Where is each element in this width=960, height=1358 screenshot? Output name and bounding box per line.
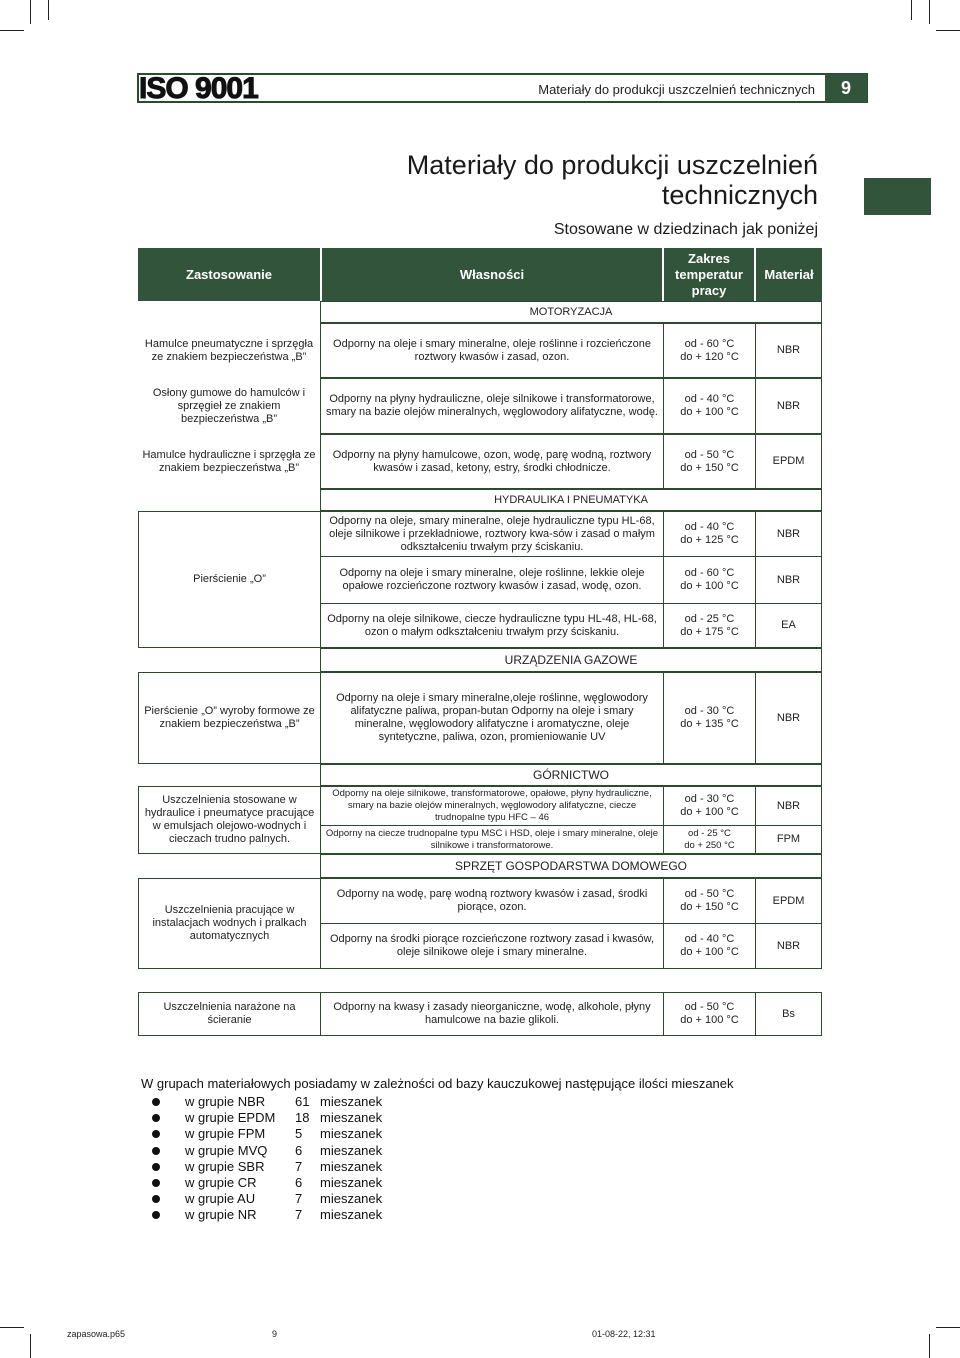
group-name: w grupie NBR xyxy=(185,1094,266,1109)
table-cell-temperature xyxy=(663,992,756,1036)
crop-mark xyxy=(0,1327,24,1328)
crop-mark xyxy=(0,30,24,31)
table-cell-material: NBR xyxy=(755,672,822,764)
table-cell-application: Uszczelnienia narażone na ścieranie xyxy=(138,992,321,1036)
temp-from: od - 25 °C xyxy=(688,827,731,839)
temp-from: od - 50 °C xyxy=(684,888,735,900)
table-cell-material: FPM xyxy=(755,825,822,854)
group-count: 6 xyxy=(295,1174,303,1190)
group-count: 5 xyxy=(295,1126,303,1142)
table-cell-material: EPDM xyxy=(755,434,822,489)
section-domowe: SPRZĘT GOSPODARSTWA DOMOWEGO xyxy=(320,854,822,878)
temp-to: do + 175 °C xyxy=(680,625,739,638)
group-name: w grupie CR xyxy=(185,1174,257,1190)
table-cell-material: NBR xyxy=(755,378,822,434)
table-cell-application: Pierścienie „O” xyxy=(138,511,321,648)
temp-to: do + 125 °C xyxy=(680,534,739,546)
group-unit: mieszanek xyxy=(320,1158,383,1174)
bullet-icon xyxy=(152,1163,160,1171)
temp-to: do + 100 °C xyxy=(680,580,739,592)
temp-to: do + 120 °C xyxy=(680,350,739,363)
table-cell-material: EA xyxy=(755,603,822,648)
temp-from: od - 40 °C xyxy=(684,393,735,405)
page-title-line1: Materiały do produkcji uszczelnień xyxy=(406,150,818,180)
table-cell-temperature xyxy=(663,556,756,604)
table-cell-material: Bs xyxy=(755,992,822,1036)
temp-to: do + 150 °C xyxy=(680,461,739,474)
group-name: w grupie SBR xyxy=(185,1158,265,1174)
column-header-zakres: Zakres temperatur pracy xyxy=(664,248,754,301)
crop-mark xyxy=(30,1334,31,1358)
table-cell-material: NBR xyxy=(755,556,822,604)
footer-filename: zapasowa.p65 xyxy=(67,1329,126,1339)
group-unit: mieszanek xyxy=(320,1191,383,1207)
section-gornictwo: GÓRNICTWO xyxy=(320,764,822,786)
group-count: 18 xyxy=(295,1110,310,1126)
group-count: 7 xyxy=(295,1191,303,1207)
table-cell-material: NBR xyxy=(755,323,822,378)
temp-from: od - 50 °C xyxy=(684,448,735,461)
page-number-badge: 9 xyxy=(825,74,867,102)
table-cell-properties: Odporny na wodę, parę wodną roztwory kwasów i zasad, środki piorące, ozon. xyxy=(320,878,664,924)
temp-to: do + 100 °C xyxy=(680,1014,739,1026)
section-hydraulika: HYDRAULIKA I PNEUMATYKA xyxy=(320,489,822,511)
crop-mark xyxy=(936,30,960,31)
table-cell-properties: Odporny na płyny hydrauliczne, oleje silnikowe i transformatorowe, smary na bazie olejów mineralnych, węglowodory alifatyczne, wodę. xyxy=(320,378,664,434)
table-cell-material: NBR xyxy=(755,511,822,557)
temp-from: od - 40 °C xyxy=(684,521,735,533)
temp-from: od - 50 °C xyxy=(684,1001,735,1013)
group-unit: mieszanek xyxy=(320,1207,383,1223)
group-count: 7 xyxy=(295,1158,303,1174)
iso-logo: ISO 9001 xyxy=(139,72,258,105)
table-cell-material: NBR xyxy=(755,786,822,826)
footer-datetime: 01-08-22, 12:31 xyxy=(592,1329,656,1339)
summary-text: W grupach materiałowych posiadamy w zależności od bazy kauczukowej następujące ilości mieszanek xyxy=(141,1076,734,1091)
page-title xyxy=(250,150,818,210)
table-cell-temperature xyxy=(663,878,756,924)
group-name: w grupie FPM xyxy=(185,1126,266,1142)
temp-from: od - 30 °C xyxy=(684,705,735,717)
table-cell-material: EPDM xyxy=(755,878,822,924)
header-title: Materiały do produkcji uszczelnień technicznych xyxy=(538,82,815,97)
table-cell-application: Uszczelnienia stosowane w hydraulice i pneumatyce pracujące w emulsjach olejowo-wodnych i cieczach trudno palnych. xyxy=(138,786,321,854)
table-cell-temperature xyxy=(663,672,756,764)
group-count: 61 xyxy=(295,1094,310,1109)
temp-to: do + 100 °C xyxy=(680,946,739,958)
column-header-wlasnosci: Własności xyxy=(322,248,662,301)
bullet-icon xyxy=(152,1114,160,1122)
footer-page: 9 xyxy=(272,1329,278,1339)
bullet-icon xyxy=(152,1195,160,1203)
group-count: 6 xyxy=(295,1142,303,1158)
table-cell-application: Uszczelnienia pracujące w instalacjach wodnych i pralkach automatycznych xyxy=(138,878,321,969)
group-name: w grupie AU xyxy=(185,1191,256,1207)
temp-to: do + 100 °C xyxy=(680,406,739,418)
table-cell-application: Hamulce hydrauliczne i sprzęgła ze znakiem bezpieczeństwa „B” xyxy=(142,448,316,474)
bullet-icon xyxy=(152,1179,160,1187)
temp-from: od - 60 °C xyxy=(684,337,735,350)
column-header-material: Materiał xyxy=(756,248,822,301)
bullet-icon xyxy=(152,1130,160,1138)
crop-mark xyxy=(929,1334,930,1358)
table-cell-properties: Odporny na płyny hamulcowe, ozon, wodę, parę wodną, roztwory kwasów i zasad, ketony, estry, środki chłodnicze. xyxy=(320,434,664,489)
table-cell-temperature xyxy=(663,923,756,969)
page-title-line2: technicznych xyxy=(661,180,818,210)
group-unit: mieszanek xyxy=(320,1094,383,1109)
table-cell-application: Osłony gumowe do hamulców i sprzęgieł ze znakiem bezpieczeństwa „B” xyxy=(152,386,306,425)
page-subtitle: Stosowane w dziedzinach jak poniżej xyxy=(553,221,818,238)
bullet-icon xyxy=(152,1147,160,1155)
temp-to: do + 135 °C xyxy=(680,718,739,730)
table-cell-temperature xyxy=(663,323,756,378)
side-tab-marker xyxy=(864,178,931,215)
crop-mark xyxy=(929,0,930,24)
group-name: w grupie NR xyxy=(185,1207,257,1223)
crop-mark xyxy=(48,0,49,20)
crop-mark xyxy=(30,0,31,24)
table-cell-temperature xyxy=(663,511,756,557)
group-name: w grupie MVQ xyxy=(185,1142,268,1158)
temp-from: od - 40 °C xyxy=(684,933,735,945)
crop-mark xyxy=(911,0,912,20)
table-cell-properties: Odporny na oleje i smary mineralne, oleje roślinne i rozcieńczone roztwory kwasów i zasad, ozon. xyxy=(320,323,664,378)
table-cell-properties: Odporny na oleje, smary mineralne, oleje hydrauliczne typu HL-68, oleje silnikowe i przekładniowe, roztwory kwa-sów i zasad o małym odkształceniu trwałym przy ściskaniu. xyxy=(320,511,664,557)
temp-from: od - 25 °C xyxy=(684,612,735,625)
temp-to: do + 150 °C xyxy=(680,901,739,913)
bullet-icon xyxy=(152,1098,160,1106)
table-cell-temperature xyxy=(663,378,756,434)
table-cell-temperature xyxy=(663,786,756,826)
section-gazowe: URZĄDZENIA GAZOWE xyxy=(320,648,822,672)
temp-from: od - 30 °C xyxy=(684,793,735,805)
table-cell-properties: Odporny na oleje i smary mineralne,oleje roślinne, węglowodory alifatyczne paliwa, propan-butan Odporny na oleje i smary mineralne, węglowodory alifatyczne i aromatyczne, oleje syntetyczne, paliwa, ozon, promieniowanie UV xyxy=(320,672,664,764)
table-cell-application: Pierścienie „O” wyroby formowe ze znakiem bezpieczeństwa „B” xyxy=(138,672,321,764)
bullet-icon xyxy=(152,1211,160,1219)
group-count: 7 xyxy=(295,1207,303,1223)
group-unit: mieszanek xyxy=(320,1174,383,1190)
column-header-zastosowanie: Zastosowanie xyxy=(138,248,320,301)
table-cell-application: Hamulce pneumatyczne i sprzęgła ze znakiem bezpieczeństwa „B” xyxy=(144,337,314,363)
table-cell-temperature xyxy=(663,603,756,648)
section-motoryzacja: MOTORYZACJA xyxy=(320,301,822,323)
temp-to: do + 100 °C xyxy=(680,806,739,818)
group-unit: mieszanek xyxy=(320,1110,383,1126)
table-cell-temperature xyxy=(663,825,756,854)
table-cell-material: NBR xyxy=(755,923,822,969)
table-cell-temperature xyxy=(663,434,756,489)
table-cell-properties: Odporny na oleje i smary mineralne, oleje roślinne, lekkie oleje opałowe rozcieńczone roztwory kwasów i zasad, wodę, ozon. xyxy=(320,556,664,604)
group-unit: mieszanek xyxy=(320,1126,383,1142)
table-cell-properties: Odporny na oleje silnikowe, transformatorowe, opałowe, płyny hydrauliczne, smary na bazie olejów mineralnych, węglowodory alifatyczne, ciecze trudnopalne typu HFC – 46 xyxy=(320,786,664,826)
temp-to: do + 250 °C xyxy=(684,839,735,851)
table-cell-properties: Odporny na oleje silnikowe, ciecze hydrauliczne typu HL-48, HL-68, ozon o małym odkształceniu trwałym przy ściskaniu. xyxy=(320,603,664,648)
group-name: w grupie EPDM xyxy=(185,1110,276,1126)
table-cell-properties: Odporny na środki piorące rozcieńczone roztwory zasad i kwasów, oleje silnikowe oleje i smary mineralne. xyxy=(320,923,664,969)
table-cell-properties: Odporny na ciecze trudnopalne typu MSC i HSD, oleje i smary mineralne, oleje silnikowe i transformatorowe. xyxy=(320,825,664,854)
temp-from: od - 60 °C xyxy=(684,567,735,579)
crop-mark xyxy=(936,1327,960,1328)
group-unit: mieszanek xyxy=(320,1142,383,1158)
table-cell-properties: Odporny na kwasy i zasady nieorganiczne, wodę, alkohole, płyny hamulcowe na bazie glikoli. xyxy=(320,992,664,1036)
